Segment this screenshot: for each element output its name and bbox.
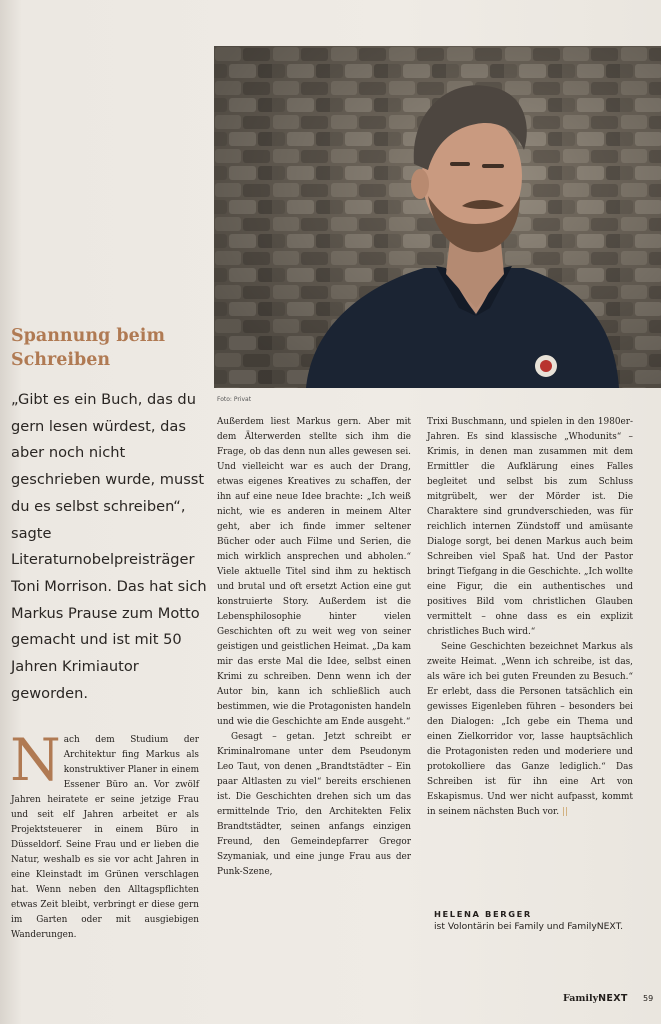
paragraph-pseudonym: Gesagt – getan. Jetzt schreibt er Kriminalromane unter dem Pseudonym Leo Taut, von denen „Brandtstädter – Ein paar Altlasten zu viel“ bereits erschienen ist. Die Geschichten drehen sich um das ermittelnde Trio, den Architekten Felix Brandtstädter, seinen anfangs einzigen Freund, den Gemeindepfarrer Gregor Szymaniak, und eine junge Frau aus der Punk-Szene,	[217, 732, 411, 877]
author-box	[434, 908, 624, 934]
paragraph-reading: Außerdem liest Markus gern. Aber mit dem Älterwerden stellte sich ihm die Frage, ob das denn nun alles gewesen sei. Und vielleicht war es auch der Drang, etwas eigenes Kreatives zu schaffen, der ihn auf eine neue Idee brachte: „Ich weiß nicht, wie es anderen in meinem Alter geht, aber ich finde immer seltener Bücher oder auch Filme und Serien, die mich wirklich ansprechen und abholen.“ Viele aktuelle Titel sind ihm zu hektisch und brutal und oft ersetzt Action eine gut konstruierte Story. Außerdem ist die Lebensphilosophie hinter vielen Geschichten oft zu weit weg von seiner geistigen und geistlichen Heimat. „Da kam mir das erste Mal die Idee, selbst einen Krimi zu schreiben. Denn wenn ich der Autor bin, kann ich schließlich auch bestimmen, wie die Protagonisten handeln und wie die Geschichte am Ende ausgeht.“	[217, 417, 411, 727]
author-name: HELENA BERGER	[434, 909, 532, 919]
end-mark: ||	[561, 807, 568, 817]
brand-family: Family	[563, 993, 599, 1004]
shirt-emblem-icon	[535, 355, 557, 377]
paragraph-whodunits: Trixi Buschmann, und spielen in den 1980er-Jahren. Es sind klassische „Whodunits“ – Krimis, in denen man zusammen mit dem Ermittler die Aufklärung eines Falles begleitet und selbst bis zum Schluss mitgrübelt, wer der Mörder ist. Die Charaktere sind grundverschieden, was für reichlich internen Zündstoff und amüsante Dialoge sorgt, bei denen Markus auch beim Schreiben viel Spaß hat. Und der Pastor bringt Tiefgang in die Geschichte. „Ich wollte eine Figur, die ein authentisches und positives Bild vom christlichen Glauben vermittelt – ohne dass es ein explizit christliches Buch wird.“	[427, 417, 633, 637]
paragraph-intro: ach dem Studium der Architektur fing Markus als konstruktiver Planer in einem Essener Büro an. Vor zwölf Jahren heiratete er seine jetzige Frau und seit elf Jahren arbeitet er als Projektsteuerer in einem Büro in Düsseldorf. Seine Frau und er lieben die Natur, weshalb es sie vor acht Jahren in eine Kleinstadt im Grünen verschlagen hat. Wenn neben den Alltagspflichten etwas Zeit bleibt, verbringt er diese gern im Garten oder mit ausgiebigen Wanderungen.	[11, 735, 199, 940]
author-bio: ist Volontärin bei Family und FamilyNEXT.	[434, 921, 624, 932]
paragraph-second-home-text: Seine Geschichten bezeichnet Markus als zweite Heimat. „Wenn ich schreibe, ist das, als wäre ich bei guten Freunden zu Besuch.“ Er erlebt, dass die Personen tatsächlich ein gewisses Eigenleben führen – besonders bei den Dialogen: „Ich gebe ein Thema und einen Zielkorridor vor, lasse hauptsächlich die Protagonisten reden und moderiere und protokolliere das Ganze lediglich.“ Das Schreiben ist für ihn eine Art von Eskapismus. Und wer nicht aufpasst, kommt in seinem nächsten Buch vor.	[427, 642, 633, 817]
magazine-brand	[563, 993, 628, 1004]
page-number: 59	[643, 994, 654, 1003]
drop-cap: N	[10, 726, 61, 794]
headline-line-2: Schreiben	[11, 350, 111, 370]
brand-next: NEXT	[598, 993, 628, 1004]
author-photo	[214, 46, 661, 388]
headline-line-1: Spannung beim	[11, 326, 165, 346]
photo-credit: Foto: Privat	[217, 396, 252, 403]
portrait-illustration	[214, 46, 661, 388]
text-column-2	[217, 415, 411, 880]
article-headline	[11, 324, 207, 372]
paragraph-second-home	[427, 640, 633, 820]
article-lead: „Gibt es ein Buch, das du gern lesen würdest, das aber noch nicht geschrieben wurde, musst du es selbst schreiben“, sagte Literaturnobelpreisträger Toni Morrison. Das hat sich Markus Prause zum Motto gemacht und ist mit 50 Jahren Krimiautor geworden.	[11, 391, 207, 702]
text-column-3	[427, 415, 633, 820]
text-column-1	[10, 726, 199, 943]
